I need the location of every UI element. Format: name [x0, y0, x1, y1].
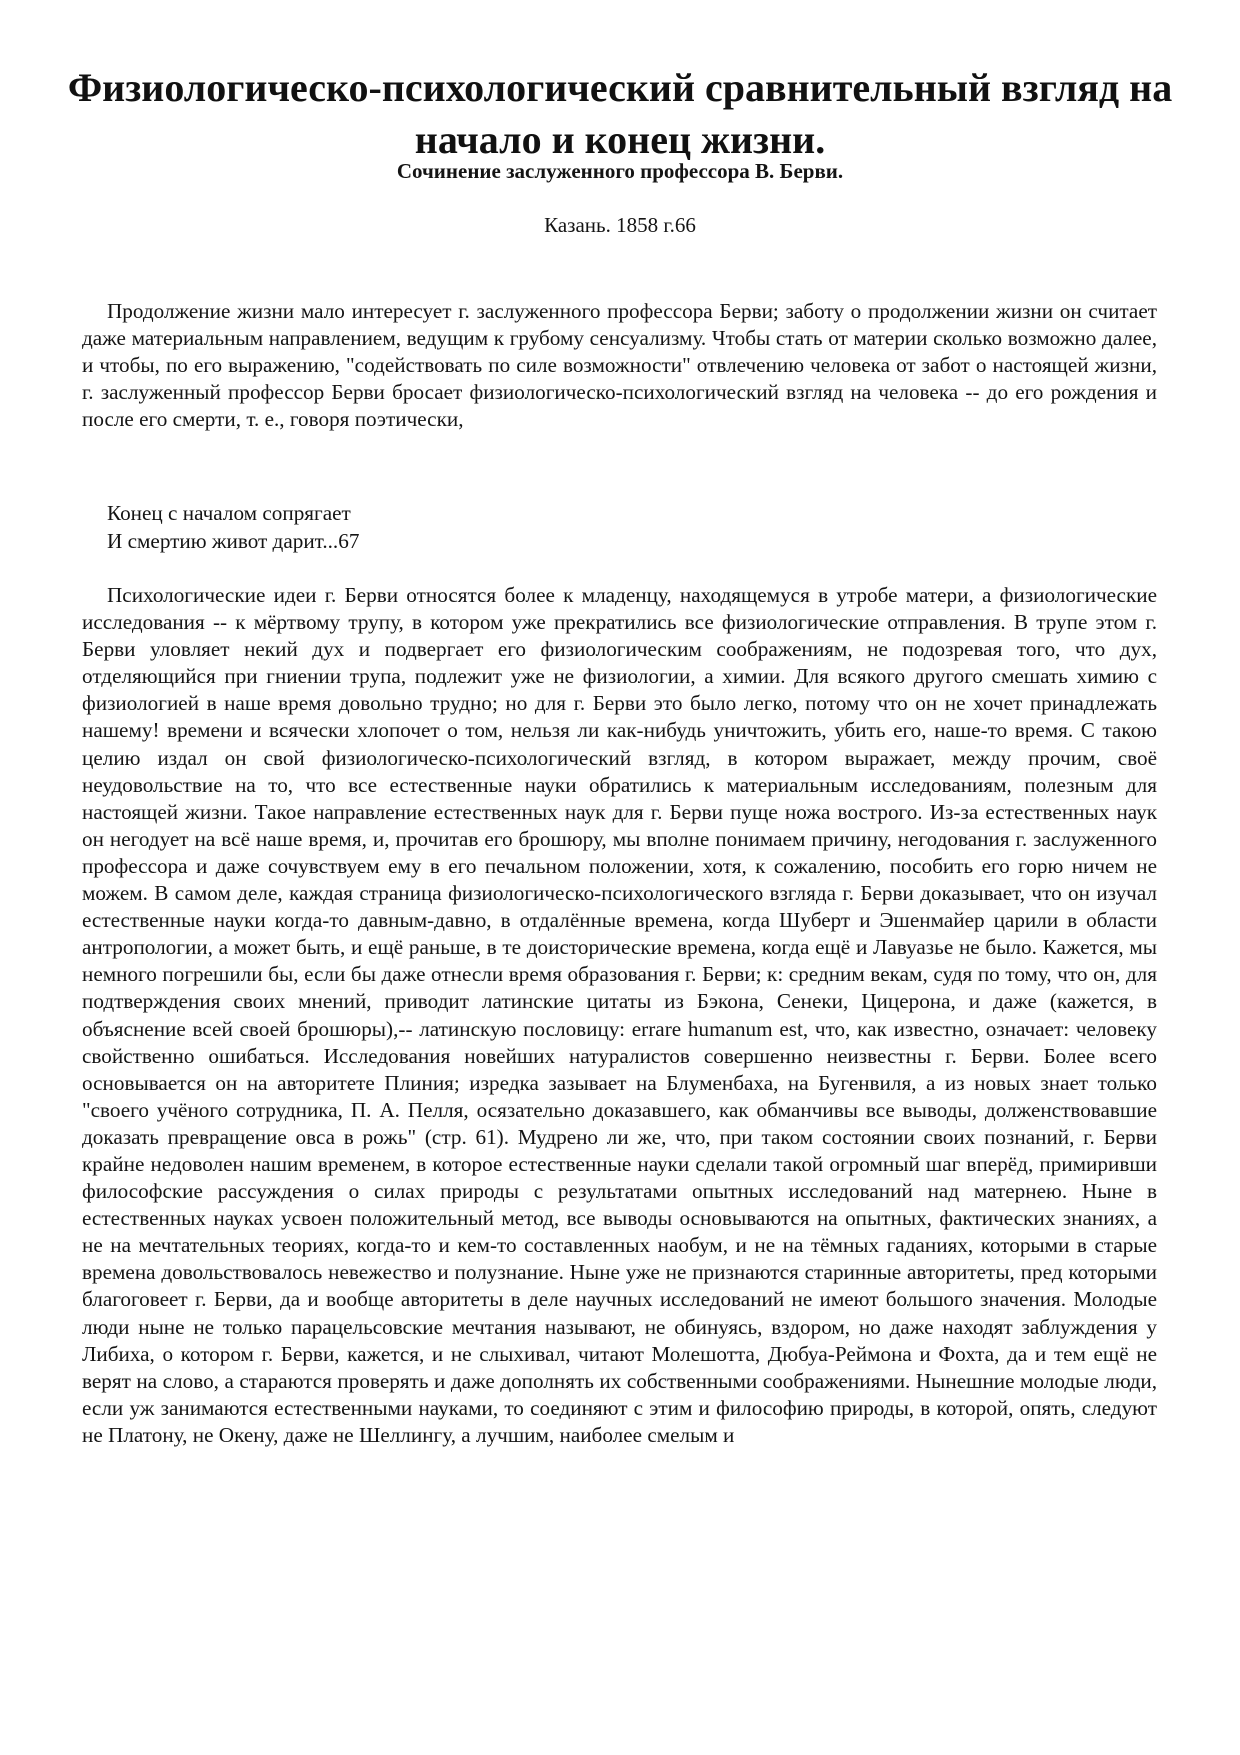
verse-quote: [107, 500, 359, 555]
verse-line-2: И смертию живот дарит...67: [107, 528, 360, 553]
paragraph-2: Психологические идеи г. Берви относятся более к младенцу, находящемуся в утробе матери, а физиологические исследования -- к мёртвому трупу, в котором уже прекратились все физиологические отправления. В трупе этом г. Берви уловляет некий дух и подвергает его физиологическим соображениям, не подозревая того, что дух, отделяющийся при гниении трупа, подлежит уже не физиологии, а химии. Для всякого другого смешать химию с физиологией в наше время довольно трудно; но для г. Берви это было легко, потому что он не хочет принадлежать нашему! времени и всячески хлопочет о том, нельзя ли как-нибудь уничтожить, убить его, наше-то время. С такою целию издал он свой физиологическо-психологический взгляд, в котором выражает, между прочим, своё неудовольствие на то, что все естественные науки обратились к материальным исследованиям, полезным для настоящей жизни. Такое направление естественных наук для г. Берви пуще ножа вострого. Из-за естественных наук он негодует на всё наше время, и, прочитав его брошюру, мы вполне понимаем причину, негодования г. заслуженного профессора и даже сочувствуем ему в его печальном положении, хотя, к сожалению, пособить его горю ничем не можем. В самом деле, каждая страница физиологическо-психологического взгляда г. Берви доказывает, что он изучал естественные науки когда-то давным-давно, в отдалённые времена, когда Шуберт и Эшенмайер царили в области антропологии, а может быть, и ещё раньше, в те доисторические времена, когда ещё и Лавуазье не было. Кажется, мы немного погрешили бы, если бы даже отнесли время образования г. Берви; к: средним векам, судя по тому, что он, для подтверждения своих мнений, приводит латинские цитаты из Бэкона, Сенеки, Цицерона, и даже (кажется, в объяснение всей своей брошюры),-- латинскую пословицу: errare humanum est, что, как известно, означает: человеку свойственно ошибаться. Исследования новейших натуралистов совершенно неизвестны г. Берви. Более всего основывается он на авторитете Плиния; изредка зазывает на Блуменбаха, на Бугенвиля, а из новых знает только "своего учёного сотрудника, П. А. Пелля, осязательно доказавшего, как обманчивы все выводы, долженствовавшие доказать превращение овса в рожь" (стр. 61). Мудрено ли же, что, при таком состоянии своих познаний, г. Берви крайне недоволен нашим временем, в которое естественные науки сделали такой огромный шаг вперёд, примиривши философские рассуждения о силах природы с результатами опытных исследований над матернею. Ныне в естественных науках усвоен положительный метод, все выводы основываются на опытных, фактических знаниях, а не на мечтательных теориях, когда-то и кем-то составленных наобум, и не на тёмных гаданиях, которыми в старые времена довольствовалось невежество и полузнание. Ныне уже не признаются старинные авторитеты, пред которыми благоговеет г. Берви, да и вообще авторитеты в деле научных исследований не имеют большого значения. Молодые люди ныне не только парацельсовские мечтания называют, не обинуясь, вздором, но даже находят заблуждения у Либиха, о котором г. Берви, кажется, и не слыхивал, читают Молешотта, Дюбуа-Реймона и Фохта, да и тем ещё не верят на слово, а стараются проверять и даже дополнять их собственными соображениями. Нынешние молодые люди, если уж занимаются естественными науками, то соединяют с этим и философию природы, в которой, опять, следуют не Платону, не Окену, даже не Шеллингу, а лучшим, наиболее смелым и: [82, 583, 1157, 1447]
page-subtitle: Сочинение заслуженного профессора В. Берви.: [396, 159, 844, 183]
place-date: Казань. 1858 г.66: [544, 213, 696, 237]
paragraph-1: Продолжение жизни мало интересует г. заслуженного профессора Берви; заботу о продолжении жизни он считает даже материальным направлением, ведущим к грубому сенсуализму. Чтобы стать от материи сколько возможно далее, и чтобы, по его выражению, "содействовать по силе возможности" отвлечению человека от забот о настоящей жизни, г. заслуженный профессор Берви бросает физиологическо-психологический взгляд на человека -- до его рождения и после его смерти, т. е., говоря поэтически,: [82, 299, 1157, 432]
verse-line-1: Конец с началом сопрягает: [107, 501, 351, 525]
page-title: Физиологическо-психологический сравнительный взгляд на начало и конец жизни.: [67, 65, 1173, 162]
